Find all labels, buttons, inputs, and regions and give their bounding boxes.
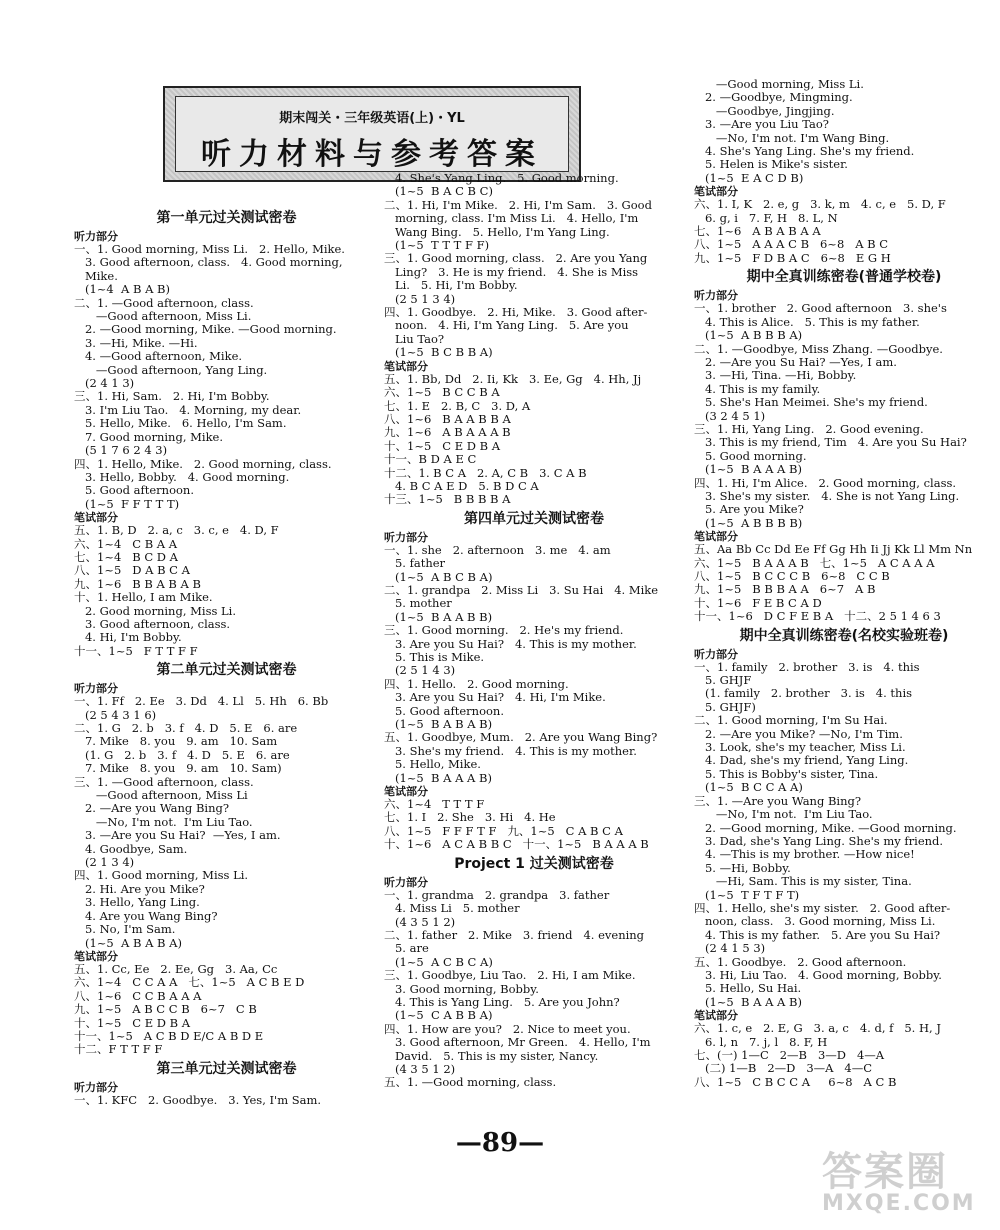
part-heading: 听力部分 <box>74 1080 118 1094</box>
answer-line: Mike. <box>74 269 118 283</box>
answer-line: 六、1. I, K 2. e, g 3. k, m 4. c, e 5. D, F <box>694 198 946 212</box>
answer-line: 4. Dad, she's my friend, Yang Ling. <box>694 754 909 768</box>
answer-line: 5. Helen is Mike's sister. <box>694 158 848 172</box>
answer-line: 八、1~5 B C C C B 6~8 C C B <box>694 570 890 583</box>
answer-line: (2 5 1 3 4) <box>384 292 456 306</box>
answer-line: 5. Good afternoon. <box>74 484 194 498</box>
answer-line: 八、1~5 F F F T F 九、1~5 C A B C A <box>384 824 623 838</box>
header-banner <box>163 86 581 182</box>
answer-line: 五、1. —Good morning, class. <box>384 1076 557 1090</box>
answer-line: 三、1. Good morning. 2. He's my friend. <box>384 624 624 638</box>
answer-line: 九、1~5 F D B A C 6~8 E G H <box>694 251 891 265</box>
column-left <box>74 206 379 1107</box>
answer-line: (1~5 A B B B A) <box>694 329 803 343</box>
section-title: Project 1 过关测试密卷 <box>454 855 614 872</box>
answer-line: (1~5 A B C B A) <box>384 570 493 584</box>
answer-line: 7. Good morning, Mike. <box>74 430 224 444</box>
answer-line: (1~5 F F T T T) <box>74 497 180 511</box>
answer-line: (5 1 7 6 2 4 3) <box>74 444 168 458</box>
answer-line: (4 3 5 1 2) <box>384 915 456 929</box>
answer-line: 二、1. father 2. Mike 3. friend 4. evening <box>384 928 645 942</box>
answer-line: 十、1~5 C E D B A <box>384 439 501 453</box>
answer-line: morning, class. I'm Miss Li. 4. Hello, I'm <box>384 212 639 226</box>
part-heading: 听力部分 <box>74 682 118 696</box>
answer-line: Ling? 3. He is my friend. 4. She is Miss <box>384 265 639 279</box>
answer-line: 二、1. G 2. b 3. f 4. D 5. E 6. are <box>74 722 298 735</box>
answer-line: 十三、1~5 B B B B A <box>384 493 511 507</box>
part-heading: 听力部分 <box>384 875 428 889</box>
answer-line: 4. This is Alice. 5. This is my father. <box>694 315 920 329</box>
answer-line: 七、1. I 2. She 3. Hi 4. He <box>384 811 556 825</box>
answer-line: 七、(一) 1—C 2—B 3—D 4—A <box>694 1049 885 1062</box>
answer-line: 八、1~6 B A A B B A <box>384 412 511 426</box>
answer-line: 5. Hello, Mike. 6. Hello, I'm Sam. <box>74 417 287 431</box>
answer-line: 七、1~4 B C D A <box>74 550 178 564</box>
answer-line: 三、1. Goodbye, Liu Tao. 2. Hi, I am Mike. <box>384 969 636 983</box>
answer-line: 2. —Goodbye, Mingming. <box>694 91 853 105</box>
part-heading: 笔试部分 <box>694 185 738 199</box>
answer-line: 2. Hi. Are you Mike? <box>74 882 205 896</box>
answer-line: 一、1. brother 2. Good afternoon 3. she's <box>694 302 947 316</box>
answer-line: 5. Good morning. <box>694 449 807 463</box>
answer-line: noon. 4. Hi, I'm Yang Ling. 5. Are you <box>384 319 629 333</box>
answer-line: (2 4 1 3) <box>74 377 135 391</box>
answer-line: 3. She's my friend. 4. This is my mother. <box>384 744 637 758</box>
answer-line: (1~5 A B B B B) <box>694 516 803 530</box>
answer-line: 四、1. Good morning, Miss Li. <box>74 869 249 883</box>
answer-line: —No, I'm not. I'm Wang Bing. <box>694 131 890 145</box>
answer-line: (1. family 2. brother 3. is 4. this <box>694 687 913 701</box>
answer-line: 三、1. —Good afternoon, class. <box>74 775 254 789</box>
answer-line: 一、1. she 2. afternoon 3. me 4. am <box>384 543 611 557</box>
answer-line: 5. This is Bobby's sister, Tina. <box>694 767 879 781</box>
answer-line: 二、1. grandpa 2. Miss Li 3. Su Hai 4. Mike <box>384 583 659 597</box>
answer-line: —Good afternoon, Yang Ling. <box>74 363 268 377</box>
answer-line: 九、1~5 B B B A A 6~7 A B <box>694 583 876 597</box>
watermark-bottom: MXQE.COM <box>822 1191 976 1216</box>
answer-line: (1~5 A C B C A) <box>384 955 493 969</box>
answer-line: 2. Good morning, Miss Li. <box>74 604 237 618</box>
answer-line: 三、1. Hi, Sam. 2. Hi, I'm Bobby. <box>74 390 270 404</box>
answer-line: 五、1. Bb, Dd 2. Ii, Kk 3. Ee, Gg 4. Hh, Jj <box>384 372 642 386</box>
answer-line: 5. This is Mike. <box>384 651 485 664</box>
answer-line: 4. Are you Wang Bing? <box>74 909 218 923</box>
part-heading: 笔试部分 <box>694 530 738 544</box>
section-title: 期中全真训练密卷(名校实验班卷) <box>739 627 949 644</box>
answer-line: 4. —This is my brother. —How nice! <box>694 848 915 862</box>
part-heading: 听力部分 <box>694 289 738 303</box>
answer-line: 4. Hi, I'm Bobby. <box>74 631 182 645</box>
answer-line: —Good morning, Miss Li. <box>694 78 864 91</box>
answer-line: 2. —Good morning, Mike. —Good morning. <box>74 323 337 337</box>
section-title: 期中全真训练密卷(普通学校卷) <box>746 269 942 286</box>
header-title: 听力材料与参考答案 <box>201 137 543 172</box>
answer-line: 四、1. Hello, she's my sister. 2. Good after- <box>694 901 951 915</box>
answer-line: (2 5 1 4 3) <box>384 664 456 678</box>
answer-line: 一、1. grandma 2. grandpa 3. father <box>384 888 610 902</box>
answer-line: 十一、1~6 D C F E B A 十二、2 5 1 4 6 3 <box>694 610 941 624</box>
answer-line: 八、1~5 C B C C A 6~8 A C B <box>694 1075 897 1089</box>
section-title: 第一单元过关测试密卷 <box>156 210 297 226</box>
answer-line: David. 5. This is my sister, Nancy. <box>384 1049 599 1063</box>
answer-line: 六、1~4 T T T F <box>384 798 485 812</box>
answer-line: 6. g, i 7. F, H 8. L, N <box>694 211 838 225</box>
answer-line: 3. Dad, she's Yang Ling. She's my friend. <box>694 834 944 848</box>
answer-line: 五、Aa Bb Cc Dd Ee Ff Gg Hh Ii Jj Kk Ll Mm Nn <box>694 543 973 557</box>
answer-line: 5. GHJF) <box>694 700 756 714</box>
answer-line: (1~5 C A B B A) <box>384 1009 493 1023</box>
part-heading: 笔试部分 <box>74 511 118 525</box>
answer-line: 3. Are you Su Hai? 4. This is my mother. <box>384 637 637 651</box>
part-heading: 笔试部分 <box>74 949 118 963</box>
answer-line: 三、1. —Are you Wang Bing? <box>694 794 862 808</box>
answer-line: Wang Bing. 5. Hello, I'm Yang Ling. <box>384 225 610 239</box>
answer-line: 3. Good morning, Bobby. <box>384 982 539 996</box>
answer-line: (4 3 5 1 2) <box>384 1062 456 1076</box>
part-heading: 听力部分 <box>384 530 428 544</box>
part-heading: 笔试部分 <box>384 359 428 373</box>
answer-line: —No, I'm not. I'm Liu Tao. <box>694 808 873 822</box>
answer-line: 十一、B D A E C <box>384 453 477 467</box>
answer-line: (1~5 T F T F T) <box>694 888 800 902</box>
answer-line: 5. She's Han Meimei. She's my friend. <box>694 396 928 410</box>
answer-line: —Goodbye, Jingjing. <box>694 104 835 118</box>
answer-line: 二、1. Good morning, I'm Su Hai. <box>694 714 888 728</box>
answer-line: 2. —Good morning, Mike. —Good morning. <box>694 821 957 835</box>
watermark-logo <box>822 1140 992 1224</box>
page-number: —89— <box>455 1128 545 1158</box>
answer-line: 十、1~5 C E D B A <box>74 1016 191 1030</box>
answer-line: 5. No, I'm Sam. <box>74 923 176 937</box>
answer-line: 一、1. Ff 2. Ee 3. Dd 4. Ll 5. Hh 6. Bb <box>74 695 329 709</box>
answer-line: (1~5 B C B B A) <box>384 346 493 360</box>
answer-line: 四、1. Goodbye. 2. Hi, Mike. 3. Good after- <box>384 306 648 320</box>
answer-line: 6. l, n 7. j, l 8. F, H <box>694 1035 828 1049</box>
answer-line: 七、1. E 2. B, C 3. D, A <box>384 399 531 413</box>
answer-line: 3. This is my friend, Tim 4. Are you Su Hai? <box>694 436 967 450</box>
section-title: 第四单元过关测试密卷 <box>464 510 604 527</box>
answer-line: 六、1~4 C C A A 七、1~5 A C B E D <box>74 976 305 990</box>
answer-line: 一、1. family 2. brother 3. is 4. this <box>694 660 920 674</box>
answer-line: 4. Goodbye, Sam. <box>74 842 188 856</box>
answer-line: 七、1~6 A B A B A A <box>694 225 821 239</box>
answer-line: 十二、1. B C A 2. A, C B 3. C A B <box>384 466 587 480</box>
answer-line: 4. This is Yang Ling. 5. Are you John? <box>384 995 620 1009</box>
answer-line: 5. Hello, Mike. <box>384 758 481 772</box>
watermark-top: 答案圈 <box>822 1149 948 1195</box>
answer-line: 二、1. —Goodbye, Miss Zhang. —Goodbye. <box>694 342 943 356</box>
answer-line: (1~5 B A C B C) <box>384 185 493 199</box>
answer-line: 六、1. c, e 2. E, G 3. a, c 4. d, f 5. H, J <box>694 1022 941 1036</box>
answer-line: 六、1~4 C B A A <box>74 537 178 551</box>
answer-line: 3. —Are you Su Hai? —Yes, I am. <box>74 829 281 843</box>
answer-line: —Good afternoon, Miss Li <box>74 789 248 803</box>
answer-line: —No, I'm not. I'm Liu Tao. <box>74 815 253 829</box>
answer-line: 5. are <box>384 942 429 956</box>
answer-line: (1~5 B A B A B) <box>384 718 493 732</box>
answer-line: 3. Hello, Bobby. 4. Good morning. <box>74 470 290 484</box>
answer-line: 八、1~6 C C B A A A <box>74 989 202 1003</box>
answer-line: (1~5 T T T F F) <box>384 239 490 253</box>
part-heading: 听力部分 <box>694 647 738 661</box>
answer-line: (2 1 3 4) <box>74 856 135 870</box>
answer-line: 5. mother <box>384 597 452 611</box>
answer-line: 十、1. Hello, I am Mike. <box>74 591 213 605</box>
answer-line: 4. Miss Li 5. mother <box>384 902 520 916</box>
answer-line: 六、1~5 B C C B A <box>384 386 500 400</box>
answer-line: 3. Good afternoon, class. <box>74 617 231 631</box>
answer-line: 4. This is my father. 5. Are you Su Hai? <box>694 928 941 942</box>
answer-line: —Hi, Sam. This is my sister, Tina. <box>694 875 912 889</box>
part-heading: 听力部分 <box>74 230 118 243</box>
answer-line: 十二、F T T F F <box>74 1043 163 1057</box>
answer-line: 5. GHJF <box>694 674 752 688</box>
answer-line: 3. —Hi, Tina. —Hi, Bobby. <box>694 369 857 383</box>
answer-line: 3. —Hi, Mike. —Hi. <box>74 336 198 350</box>
answer-line: 4. B C A E D 5. B D C A <box>384 479 539 493</box>
answer-line: 2. —Are you Su Hai? —Yes, I am. <box>694 355 897 369</box>
answer-line: 五、1. Goodbye. 2. Good afternoon. <box>694 955 907 969</box>
answer-line: (二) 1—B 2—D 3—A 4—C <box>694 1062 873 1076</box>
answer-line: 十、1~6 A C A B B C 十一、1~5 B A A A B <box>384 838 649 852</box>
answer-line: 3. —Are you Liu Tao? <box>694 118 829 132</box>
header-subtitle: 期末闯关・三年级英语(上)・YL <box>279 111 465 126</box>
answer-line: (1~5 A B A B A) <box>74 936 182 950</box>
answer-line: 十一、1~5 A C B D E/C A B D E <box>74 1029 264 1043</box>
answer-line: 五、1. Cc, Ee 2. Ee, Gg 3. Aa, Cc <box>74 962 278 976</box>
answer-line: —Good afternoon, Miss Li. <box>74 310 252 324</box>
answer-line: 八、1~5 A A A C B 6~8 A B C <box>694 238 889 252</box>
answer-line: 五、1. Goodbye, Mum. 2. Are you Wang Bing? <box>384 731 658 745</box>
section-title: 第二单元过关测试密卷 <box>156 662 297 679</box>
answer-line: 九、1~6 A B A A A B <box>384 426 511 440</box>
answer-line: 二、1. —Good afternoon, class. <box>74 296 254 310</box>
answer-line: 4. —Good afternoon, Mike. <box>74 350 243 364</box>
answer-line: 4. This is my family. <box>694 382 821 396</box>
answer-line: 二、1. Hi, I'm Mike. 2. Hi, I'm Sam. 3. Good <box>384 198 652 212</box>
answer-line: 5. —Hi, Bobby. <box>694 861 791 875</box>
column-middle <box>384 172 684 1090</box>
answer-line: 4. She's Yang Ling. She's my friend. <box>694 145 915 159</box>
section-title: 第三单元过关测试密卷 <box>156 1060 297 1077</box>
header-banner-inner <box>175 96 569 172</box>
answer-line: 2. —Are you Mike? —No, I'm Tim. <box>694 727 903 741</box>
answer-line: 八、1~5 D A B C A <box>74 564 190 578</box>
answer-line: 4. She's Yang Ling. 5. Good morning. <box>384 172 619 185</box>
answer-line: 三、1. Hi, Yang Ling. 2. Good evening. <box>694 422 924 436</box>
answer-line: (2 5 4 3 1 6) <box>74 708 157 722</box>
answer-line: 3. Hi, Liu Tao. 4. Good morning, Bobby. <box>694 968 942 982</box>
answer-line: (1~5 B A A A B) <box>384 771 492 785</box>
answer-line: (3 2 4 5 1) <box>694 409 766 423</box>
answer-line: 四、1. Hello, Mike. 2. Good morning, class. <box>74 457 332 471</box>
answer-line: 一、1. Good morning, Miss Li. 2. Hello, Mike. <box>74 243 345 256</box>
answer-line: 7. Mike 8. you 9. am 10. Sam) <box>74 762 282 776</box>
answer-line: 7. Mike 8. you 9. am 10. Sam <box>74 735 278 749</box>
answer-line: Liu Tao? <box>384 332 445 346</box>
answer-line: (1. G 2. b 3. f 4. D 5. E 6. are <box>74 748 290 762</box>
answer-line: (1~5 B A A A B) <box>694 463 802 477</box>
answer-line: 3. Look, she's my teacher, Miss Li. <box>694 741 906 755</box>
answer-line: 3. Good afternoon, Mr Green. 4. Hello, I'm <box>384 1036 651 1050</box>
answer-line: (2 4 1 5 3) <box>694 942 766 956</box>
column-right <box>694 78 994 1089</box>
answer-line: 四、1. Hi, I'm Alice. 2. Good morning, class. <box>694 476 957 490</box>
answer-line: 5. Are you Mike? <box>694 503 804 517</box>
answer-line: 四、1. How are you? 2. Nice to meet you. <box>384 1022 631 1036</box>
answer-line: 六、1~5 B A A A B 七、1~5 A C A A A <box>694 556 935 570</box>
answer-line: 十、1~6 F E B C A D <box>694 596 822 610</box>
part-heading: 笔试部分 <box>384 785 428 799</box>
answer-line: 3. She's my sister. 4. She is not Yang Ling. <box>694 489 960 503</box>
answer-line: (1~5 E A C D B) <box>694 171 804 185</box>
answer-line: noon, class. 3. Good morning, Miss Li. <box>694 915 936 929</box>
answer-line: 5. father <box>384 557 446 571</box>
answer-line: 九、1~5 A B C C B 6~7 C B <box>74 1003 257 1017</box>
answer-line: 3. I'm Liu Tao. 4. Morning, my dear. <box>74 403 302 417</box>
answer-line: (1~4 A B A B) <box>74 283 170 297</box>
answer-line: 三、1. Good morning, class. 2. Are you Yang <box>384 252 648 266</box>
answer-line: 3. Are you Su Hai? 4. Hi, I'm Mike. <box>384 691 606 705</box>
answer-line: 2. —Are you Wang Bing? <box>74 802 230 816</box>
answer-line: 十一、1~5 F T T F F <box>74 644 198 658</box>
answer-line: 3. Hello, Yang Ling. <box>74 896 200 910</box>
part-heading: 笔试部分 <box>694 1009 738 1023</box>
answer-line: 3. Good afternoon, class. 4. Good morning, <box>74 256 343 270</box>
answer-line: 5. Good afternoon. <box>384 704 504 718</box>
answer-line: 五、1. B, D 2. a, c 3. c, e 4. D, F <box>74 524 279 538</box>
answer-line: 一、1. KFC 2. Goodbye. 3. Yes, I'm Sam. <box>74 1093 322 1107</box>
answer-line: Li. 5. Hi, I'm Bobby. <box>384 279 518 293</box>
answer-line: 四、1. Hello. 2. Good morning. <box>384 677 569 691</box>
answer-line: 九、1~6 B B A B A B <box>74 577 201 591</box>
answer-line: 5. Hello, Su Hai. <box>694 982 802 996</box>
answer-line: (1~5 B C C A A) <box>694 781 803 795</box>
answer-line: (1~5 B A A A B) <box>694 995 802 1009</box>
answer-line: (1~5 B A A B B) <box>384 610 493 624</box>
